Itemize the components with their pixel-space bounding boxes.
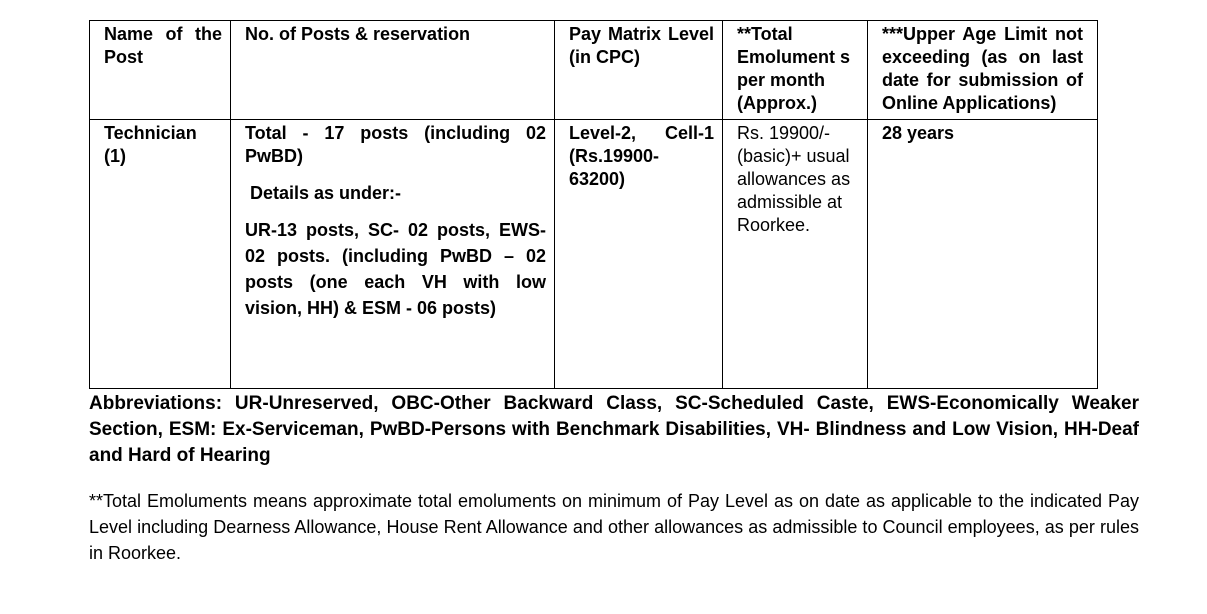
header-posts-reservation: No. of Posts & reservation (231, 21, 555, 120)
document-page (89, 20, 1139, 566)
table-header-row (90, 21, 1098, 120)
posts-table (89, 20, 1098, 389)
cell-age-limit: 28 years (868, 120, 1098, 389)
posts-details-heading: Details as under:- (250, 183, 402, 203)
header-total-emoluments: **Total Emolument s per month (Approx.) (723, 21, 868, 120)
cell-emoluments: Rs. 19900/- (basic)+ usual allowances as admissible at Roorkee. (723, 120, 868, 389)
header-name-of-post: Name of the Post (90, 21, 231, 120)
cell-pay-matrix: Level-2, Cell-1 (Rs.19900-63200) (555, 120, 723, 389)
header-upper-age-limit: ***Upper Age Limit not exceeding (as on last date for submission of Online Applications) (868, 21, 1098, 120)
posts-total-text: Total - 17 posts (including 02 PwBD) (245, 123, 546, 166)
emoluments-note: **Total Emoluments means approximate total emoluments on minimum of Pay Level as on date as applicable to the indicated Pay Level including Dearness Allowance, House Rent Allowance and other allowances as admissible to Council employees, as per rules in Roorkee. (89, 491, 1139, 563)
cell-posts-reservation (231, 120, 555, 389)
abbreviations-text: Abbreviations: UR-Unreserved, OBC-Other Backward Class, SC-Scheduled Caste, EWS-Economically Weaker Section, ESM: Ex-Serviceman, PwBD-Persons with Benchmark Disabilities, VH- Blindness and Low Vision, HH-Deaf and Hard of Hearing (89, 393, 1139, 466)
table-row (90, 120, 1098, 389)
header-pay-matrix: Pay Matrix Level (in CPC) (555, 21, 723, 120)
cell-post-name: Technician (1) (90, 120, 231, 389)
posts-details-text: UR-13 posts, SC- 02 posts, EWS-02 posts. (including PwBD – 02 posts (one each VH with low vision, HH) & ESM - 06 posts) (245, 220, 546, 318)
